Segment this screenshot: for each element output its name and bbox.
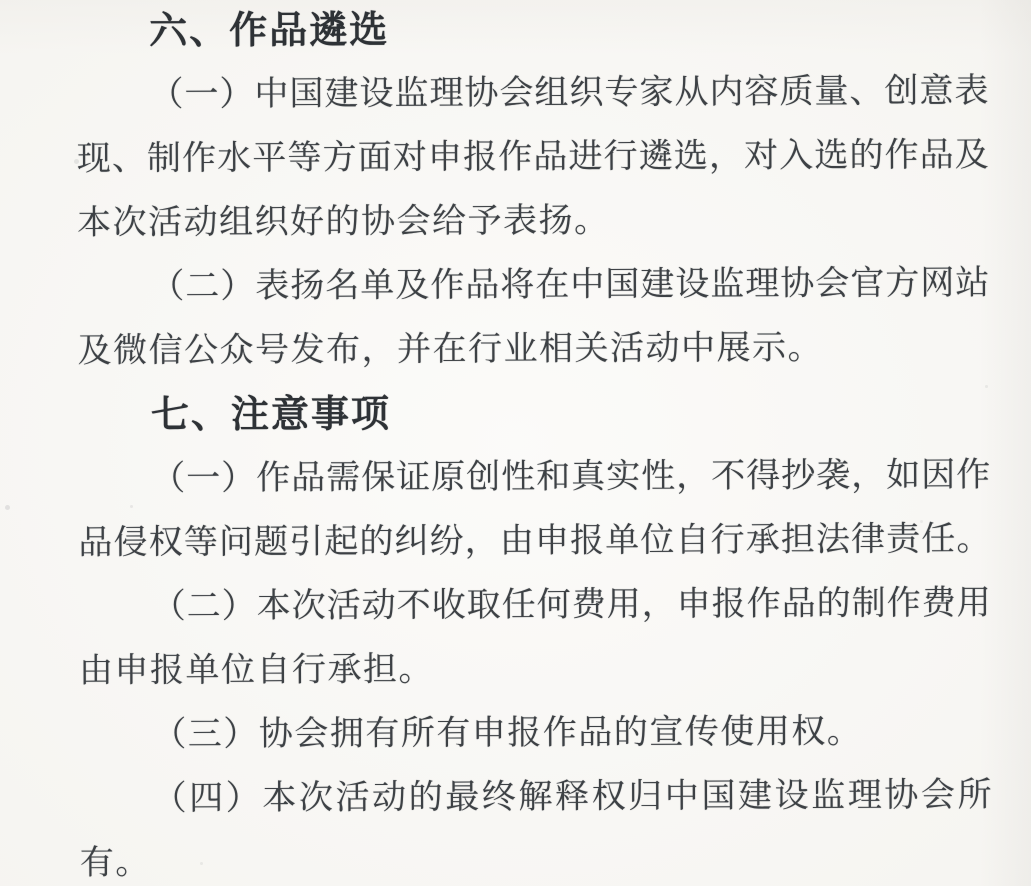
section-heading-6: 六、作品遴选 xyxy=(149,9,390,53)
para-6-1-line-3: 本次活动组织好的协会给予表扬。 xyxy=(76,202,610,242)
para-7-2-line-1: （二）本次活动不收取任何费用，申报作品的制作费用 xyxy=(151,584,991,626)
para-6-1-line-1: （一）中国建设监理协会组织专家从内容质量、创意表 xyxy=(149,72,989,114)
para-7-3-line-1: （三）协会拥有所有申报作品的宣传使用权。 xyxy=(152,713,863,754)
para-7-4-line-1: （四）本次活动的最终解释权归中国建设监理协会所 xyxy=(152,776,992,818)
para-7-4-line-2: 有。 xyxy=(79,844,151,882)
para-6-2-line-2: 及微信公众号发布，并在行业相关活动中展示。 xyxy=(77,329,824,370)
para-7-2-line-2: 由申报单位自行承担。 xyxy=(78,651,435,690)
para-7-1-line-1: （一）作品需保证原创性和真实性，不得抄袭，如因作 xyxy=(151,456,991,498)
para-6-2-line-1: （二）表扬名单及作品将在中国建设监理协会官方网站 xyxy=(150,264,990,306)
section-heading-7: 七、注意事项 xyxy=(150,393,391,437)
para-7-1-line-2: 品侵权等问题引起的纠纷，由申报单位自行承担法律责任。 xyxy=(78,520,991,562)
para-6-1-line-2: 现、制作水平等方面对申报作品进行遴选，对入选的作品及 xyxy=(76,136,989,178)
